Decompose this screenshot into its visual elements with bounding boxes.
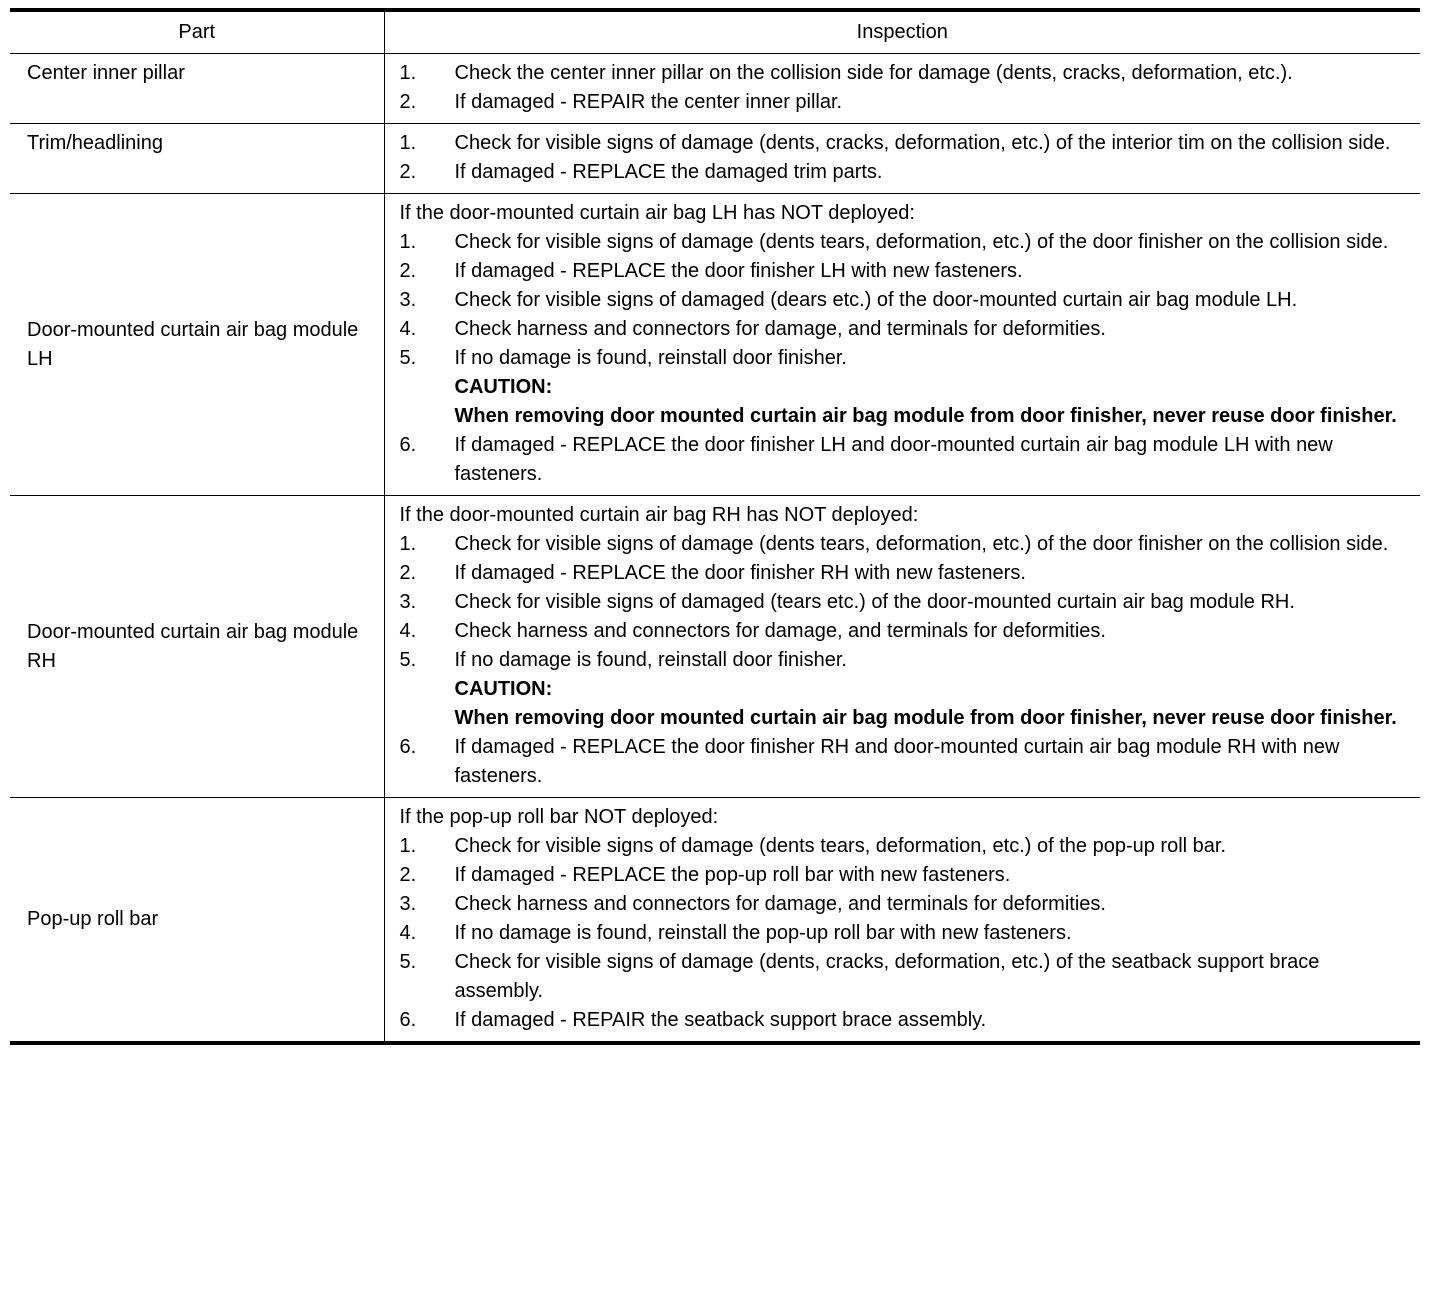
list-item — [400, 431, 1409, 489]
list-item — [400, 530, 1409, 559]
item-number: 1. — [399, 62, 417, 84]
inspection-cell — [384, 496, 1420, 798]
part-cell: Door-mounted curtain air bag module LH — [10, 194, 384, 496]
part-cell: Trim/headlining — [10, 124, 384, 194]
caution-title: CAUTION: — [454, 376, 553, 398]
list-item — [400, 733, 1409, 791]
list-item — [400, 559, 1409, 588]
header-part: Part — [10, 10, 384, 54]
list-item — [400, 832, 1409, 861]
item-text: If damaged - REPAIR the center inner pillar. — [454, 91, 843, 113]
condition-intro: If the pop-up roll bar NOT deployed: — [399, 806, 719, 828]
item-number: 6. — [399, 1009, 417, 1031]
item-number: 3. — [399, 591, 417, 613]
item-text: Check for visible signs of damage (dents, cracks, deformation, etc.) of the interior tim on the collision side. — [454, 132, 1391, 154]
item-text: Check harness and connectors for damage, and terminals for deformities. — [454, 318, 1106, 340]
item-text: If damaged - REPLACE the pop-up roll bar with new fasteners. — [454, 864, 1011, 886]
item-number: 1. — [399, 231, 417, 253]
item-text: Check for visible signs of damage (dents tears, deformation, etc.) of the pop-up roll bar. — [454, 835, 1227, 857]
caution-title: CAUTION: — [454, 678, 553, 700]
list-item — [400, 861, 1409, 890]
item-text: If damaged - REPLACE the door finisher RH with new fasteners. — [454, 562, 1026, 584]
list-item — [400, 315, 1409, 344]
item-number: 6. — [399, 736, 417, 758]
table-row — [10, 124, 1420, 194]
inspection-cell — [384, 124, 1420, 194]
inspection-table — [10, 8, 1420, 1045]
item-number: 4. — [399, 620, 417, 642]
item-text: Check for visible signs of damage (dents, cracks, deformation, etc.) of the seatback support brace assembly. — [454, 951, 1320, 1002]
inspection-cell — [384, 194, 1420, 496]
item-number: 6. — [399, 434, 417, 456]
item-number: 5. — [399, 951, 417, 973]
part-cell: Door-mounted curtain air bag module RH — [10, 496, 384, 798]
list-item — [400, 919, 1409, 948]
item-number: 5. — [399, 649, 417, 671]
condition-intro: If the door-mounted curtain air bag LH has NOT deployed: — [399, 202, 915, 224]
table-row — [10, 798, 1420, 1044]
list-item — [400, 344, 1409, 373]
list-item — [400, 1006, 1409, 1035]
item-number: 1. — [399, 533, 417, 555]
item-text: Check harness and connectors for damage, and terminals for deformities. — [454, 620, 1106, 642]
item-number: 4. — [399, 318, 417, 340]
item-number: 5. — [399, 347, 417, 369]
item-text: If damaged - REPLACE the door finisher LH and door-mounted curtain air bag module LH with new fasteners. — [454, 434, 1333, 485]
item-text: If damaged - REPAIR the seatback support brace assembly. — [454, 1009, 987, 1031]
inspection-cell — [384, 798, 1420, 1044]
header-row — [10, 10, 1420, 54]
table-row — [10, 194, 1420, 496]
item-text: If damaged - REPLACE the door finisher RH and door-mounted curtain air bag module RH with new fasteners. — [454, 736, 1340, 787]
item-number: 1. — [399, 835, 417, 857]
item-number: 3. — [399, 893, 417, 915]
caution-block — [400, 675, 1409, 733]
item-number: 2. — [399, 260, 417, 282]
header-inspection: Inspection — [384, 10, 1420, 54]
caution-text: When removing door mounted curtain air bag module from door finisher, never reuse door finisher. — [454, 405, 1397, 427]
list-item — [400, 228, 1409, 257]
item-number: 3. — [399, 289, 417, 311]
item-number: 2. — [399, 161, 417, 183]
list-item — [400, 286, 1409, 315]
condition-intro: If the door-mounted curtain air bag RH has NOT deployed: — [399, 504, 919, 526]
list-item — [400, 617, 1409, 646]
item-text: Check for visible signs of damage (dents tears, deformation, etc.) of the door finisher on the collision side. — [454, 231, 1389, 253]
part-cell: Center inner pillar — [10, 54, 384, 124]
item-text: If no damage is found, reinstall the pop-up roll bar with new fasteners. — [454, 922, 1072, 944]
list-item — [400, 646, 1409, 675]
list-item — [400, 88, 1409, 117]
table-row — [10, 54, 1420, 124]
list-item — [400, 257, 1409, 286]
list-item — [400, 129, 1409, 158]
item-text: Check harness and connectors for damage, and terminals for deformities. — [454, 893, 1106, 915]
list-item — [400, 158, 1409, 187]
item-text: If damaged - REPLACE the door finisher LH with new fasteners. — [454, 260, 1023, 282]
item-number: 4. — [399, 922, 417, 944]
item-text: Check for visible signs of damage (dents tears, deformation, etc.) of the door finisher on the collision side. — [454, 533, 1389, 555]
inspection-cell — [384, 54, 1420, 124]
caution-block — [400, 373, 1409, 431]
item-number: 2. — [399, 91, 417, 113]
list-item — [400, 890, 1409, 919]
item-text: Check the center inner pillar on the collision side for damage (dents, cracks, deformation, etc.). — [454, 62, 1293, 84]
caution-text: When removing door mounted curtain air bag module from door finisher, never reuse door finisher. — [454, 707, 1397, 729]
item-text: Check for visible signs of damaged (dears etc.) of the door-mounted curtain air bag module LH. — [454, 289, 1298, 311]
item-text: If no damage is found, reinstall door finisher. — [454, 649, 847, 671]
item-number: 2. — [399, 562, 417, 584]
list-item — [400, 588, 1409, 617]
list-item — [400, 59, 1409, 88]
item-text: If no damage is found, reinstall door finisher. — [454, 347, 847, 369]
item-number: 2. — [399, 864, 417, 886]
item-text: Check for visible signs of damaged (tears etc.) of the door-mounted curtain air bag module RH. — [454, 591, 1295, 613]
item-text: If damaged - REPLACE the damaged trim parts. — [454, 161, 883, 183]
item-number: 1. — [399, 132, 417, 154]
part-cell: Pop-up roll bar — [10, 798, 384, 1044]
table-row — [10, 496, 1420, 798]
list-item — [400, 948, 1409, 1006]
